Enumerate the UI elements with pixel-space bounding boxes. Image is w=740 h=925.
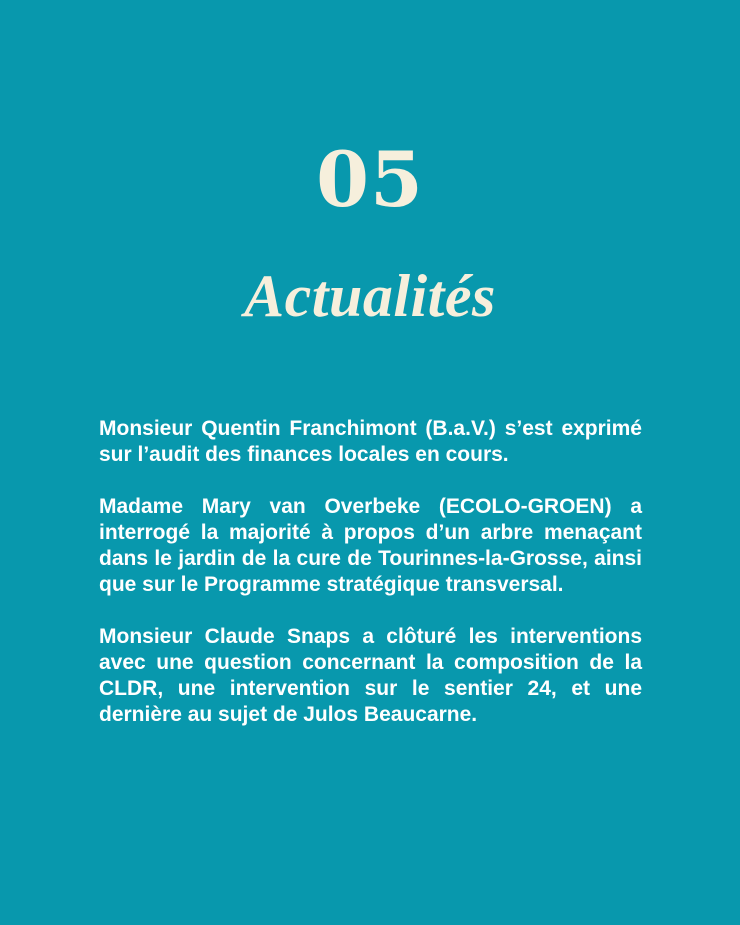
section-title: Actualités	[244, 263, 496, 329]
news-paragraph-van-overbeke: Madame Mary van Overbeke (ECOLO-GROEN) a interrogé la majorité à propos d’un arbre menaçant dans le jardin de la cure de Tourinnes-la-Grosse, ainsi que sur le Programme stratégique transversal.	[99, 495, 642, 596]
news-paragraph-snaps: Monsieur Claude Snaps a clôturé les interventions avec une question concernant la composition de la CLDR, une intervention sur le sentier 24, et une dernière au sujet de Julos Beaucarne.	[99, 625, 642, 726]
news-paragraph-franchimont: Monsieur Quentin Franchimont (B.a.V.) s’est exprimé sur l’audit des finances locales en cours.	[99, 417, 642, 466]
section-number: 05	[316, 135, 424, 224]
news-body	[99, 416, 642, 754]
